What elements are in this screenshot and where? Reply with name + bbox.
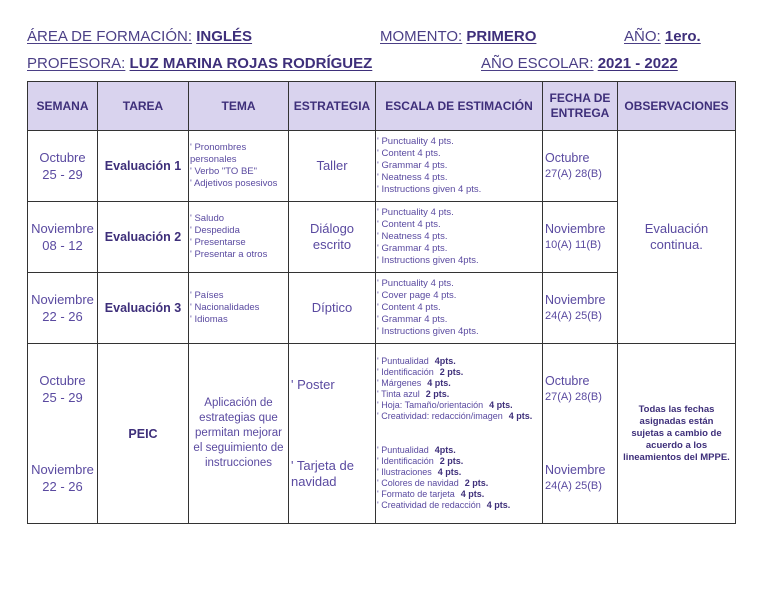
tema-item: ' Saludo [190, 213, 286, 225]
fecha-days: 24(A) 25(B) [545, 310, 602, 322]
semana-block-1 [30, 372, 95, 406]
tema-cell: Aplicación de estrategias que permitan mejorar el seguimiento de instrucciones [189, 344, 289, 524]
estrategia-cell [289, 344, 376, 524]
escala-item-pts: 2 pts. [425, 389, 450, 399]
escolar-label: AÑO ESCOLAR: [481, 55, 594, 72]
fecha-cell [543, 273, 618, 344]
col-tema: TEMA [189, 82, 289, 131]
semana-block-2 [30, 461, 95, 495]
escala-item-pts: 4pts. [434, 445, 456, 455]
col-estrategia: ESTRATEGIA [289, 82, 376, 131]
semana-month: Noviembre [31, 462, 94, 477]
escolar-value: 2021 - 2022 [597, 55, 678, 72]
momento [380, 28, 536, 46]
tema-item: ' Países [190, 290, 286, 302]
fecha-month: Noviembre [545, 463, 606, 477]
escala-item-label: Identificación [381, 456, 434, 466]
escala-item-label: Colores de navidad [381, 478, 459, 488]
fecha-block-2 [545, 462, 615, 494]
escala-item-pts: 2 pts. [464, 478, 489, 488]
escala-item: ' Grammar 4 pts. [377, 160, 540, 172]
escala-item: ' Content 4 pts. [377, 219, 540, 231]
profesora [27, 55, 372, 73]
tema-item: ' Presentarse [190, 237, 286, 249]
escala-cell [376, 273, 543, 344]
escala-item-label: Creatividad de redacción [381, 500, 481, 510]
escala-item-label: Tinta azul [381, 389, 420, 399]
estrategia-poster: ' Poster [291, 377, 335, 392]
observaciones-cell: Evaluación continua. [618, 131, 736, 344]
estrategia-poster-label: Poster [297, 377, 335, 392]
escala-item: ' Punctuality 4 pts. [377, 136, 540, 148]
momento-value: PRIMERO [466, 28, 537, 45]
escala-item-label: Ilustraciones [381, 467, 432, 477]
escala-cell [376, 202, 543, 273]
anio-value: 1ero. [664, 28, 701, 45]
area-label: ÁREA DE FORMACIÓN: [27, 28, 193, 45]
col-tarea: TAREA [98, 82, 189, 131]
tarea-cell: Evaluación 3 [98, 273, 189, 344]
escala-item-label: Puntualidad [381, 356, 429, 366]
escala-item: ' Instructions given 4pts. [377, 326, 540, 338]
escala-item: ' Punctuality 4 pts. [377, 278, 540, 290]
escala-item: ' Neatness 4 pts. [377, 172, 540, 184]
fecha-block-1 [545, 373, 615, 405]
escala-item [377, 356, 540, 367]
escala-item: ' Neatness 4 pts. [377, 231, 540, 243]
escala-item: ' Content 4 pts. [377, 302, 540, 314]
fecha-month: Octubre [545, 374, 590, 388]
escala-item-pts: 2 pts. [439, 367, 464, 377]
area-formacion [27, 28, 252, 46]
semana-month: Noviembre [31, 292, 94, 307]
profesora-value: LUZ MARINA ROJAS RODRÍGUEZ [129, 55, 373, 72]
semana-days: 22 - 26 [42, 479, 83, 494]
semana-cell [28, 131, 98, 202]
escala-item: ' Grammar 4 pts. [377, 314, 540, 326]
anio [624, 28, 701, 46]
semana-cell [28, 344, 98, 524]
escala-item [377, 478, 540, 489]
semana-days: 08 - 12 [42, 238, 83, 253]
escala-cell [376, 344, 543, 524]
tarea-cell: PEIC [98, 344, 189, 524]
escala-item: ' Grammar 4 pts. [377, 243, 540, 255]
table-row [28, 131, 736, 202]
escala-item-pts: 4 pts. [437, 467, 462, 477]
fecha-days: 10(A) 11(B) [545, 239, 602, 251]
escala-cell [376, 131, 543, 202]
escala-item [377, 389, 540, 400]
escala-item-pts: 4 pts. [508, 411, 533, 421]
tema-item: ' Despedida [190, 225, 286, 237]
col-escala: ESCALA DE ESTIMACIÓN [376, 82, 543, 131]
semana-month: Octubre [39, 373, 86, 388]
estrategia-cell: Díptico [289, 273, 376, 344]
escala-item: ' Punctuality 4 pts. [377, 207, 540, 219]
estrategia-tarjeta: ' Tarjeta de navidad [291, 458, 354, 489]
col-semana: SEMANA [28, 82, 98, 131]
tarea-cell: Evaluación 2 [98, 202, 189, 273]
observaciones-cell: Todas las fechas asignadas están sujetas a cambio de acuerdo a los lineamientos del MPPE. [618, 344, 736, 524]
semana-cell [28, 273, 98, 344]
profesora-label: PROFESORA: [27, 55, 126, 72]
estrategia-cell: Diálogo escrito [289, 202, 376, 273]
escala-item [377, 411, 540, 422]
estrategia-cell: Taller [289, 131, 376, 202]
escala-item-pts: 4 pts. [486, 500, 511, 510]
escala-item-label: Márgenes [381, 378, 422, 388]
escala-item-pts: 4 pts. [427, 378, 451, 388]
escala-item [377, 489, 540, 500]
fecha-days: 24(A) 25(B) [545, 480, 602, 492]
tema-cell [189, 202, 289, 273]
escala-item-pts: 4pts. [434, 356, 456, 366]
estrategia-tarjeta-label: Tarjeta de navidad [291, 458, 354, 489]
escala-item [377, 456, 540, 467]
fecha-month: Octubre [545, 151, 590, 165]
escala-list-2 [377, 445, 540, 511]
tema-item: ' Presentar a otros [190, 249, 286, 261]
anio-label: AÑO: [624, 28, 661, 45]
escala-item: ' Instructions given 4pts. [377, 255, 540, 267]
escala-item-label: Creatividad: redacción/imagen [381, 411, 503, 421]
tema-item: ' Adjetivos posesivos [190, 178, 286, 190]
anio-escolar [481, 55, 678, 73]
escala-item-label: Identificación [381, 367, 434, 377]
escala-list-1 [377, 356, 540, 422]
semana-days: 22 - 26 [42, 309, 83, 324]
col-fecha: FECHA DE ENTREGA [543, 82, 618, 131]
escala-item [377, 467, 540, 478]
momento-label: MOMENTO: [380, 28, 463, 45]
fecha-days: 27(A) 28(B) [545, 168, 602, 180]
fecha-cell [543, 131, 618, 202]
col-observaciones: OBSERVACIONES [618, 82, 736, 131]
semana-days: 25 - 29 [42, 167, 83, 182]
tema-cell [189, 131, 289, 202]
fecha-month: Noviembre [545, 222, 606, 236]
escala-item: ' Cover page 4 pts. [377, 290, 540, 302]
escala-item-pts: 4 pts. [489, 400, 513, 410]
escala-item [377, 378, 540, 389]
escala-item [377, 500, 540, 511]
escala-item: ' Content 4 pts. [377, 148, 540, 160]
escala-item-label: Puntualidad [381, 445, 429, 455]
semana-month: Octubre [39, 150, 86, 165]
escala-item [377, 445, 540, 456]
table-row-peic [28, 344, 736, 524]
table-header-row [28, 82, 736, 131]
tema-cell [189, 273, 289, 344]
fecha-days: 27(A) 28(B) [545, 391, 602, 403]
tema-item: ' Idiomas [190, 314, 286, 326]
semana-month: Noviembre [31, 221, 94, 236]
tema-item: ' Nacionalidades [190, 302, 286, 314]
escala-item-label: Hoja: Tamaño/orientación [381, 400, 484, 410]
escala-item [377, 367, 540, 378]
area-value: INGLÉS [196, 28, 253, 45]
escala-item-pts: 2 pts. [439, 456, 464, 466]
fecha-cell [543, 344, 618, 524]
escala-item: ' Instructions given 4 pts. [377, 184, 540, 196]
escala-item-pts: 4 pts. [460, 489, 485, 499]
tema-item: ' Pronombres personales [190, 142, 286, 166]
evaluation-plan-table [27, 81, 736, 524]
semana-days: 25 - 29 [42, 390, 83, 405]
tarea-cell: Evaluación 1 [98, 131, 189, 202]
tema-item: ' Verbo "TO BE" [190, 166, 286, 178]
fecha-cell [543, 202, 618, 273]
semana-cell [28, 202, 98, 273]
escala-item [377, 400, 540, 411]
escala-item-label: Formato de tarjeta [381, 489, 455, 499]
fecha-month: Noviembre [545, 293, 606, 307]
